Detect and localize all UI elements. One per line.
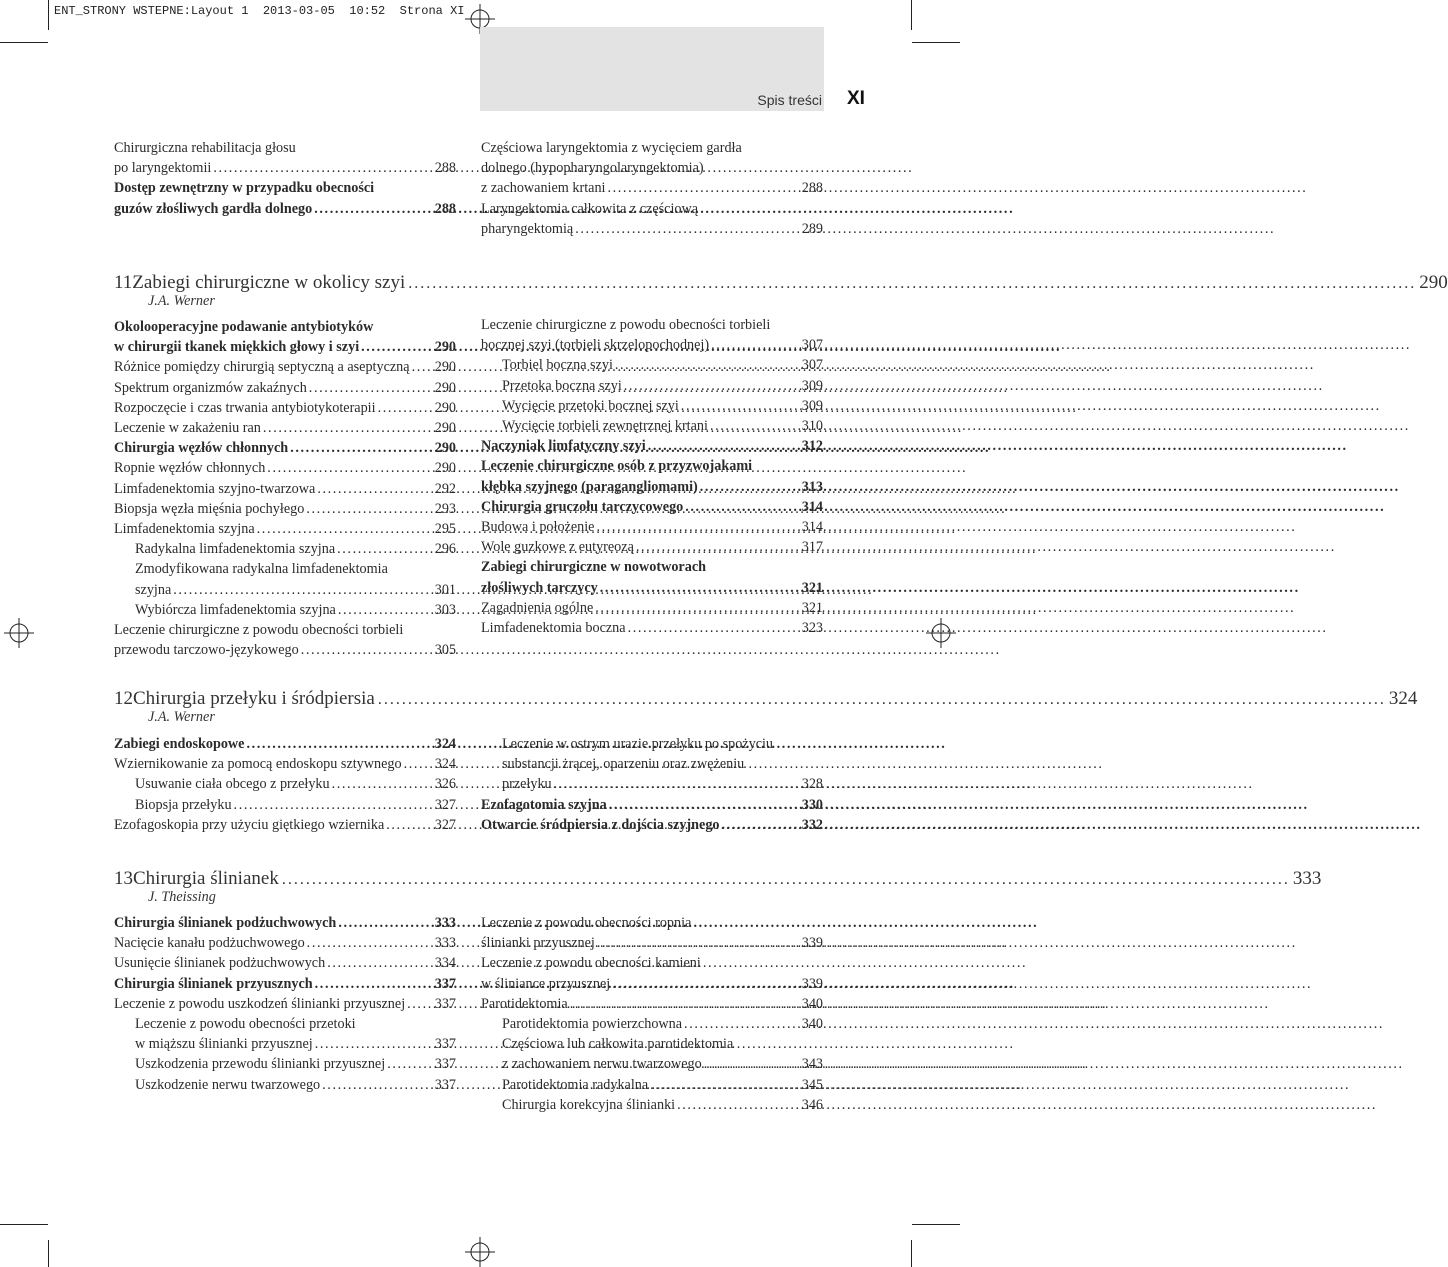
- toc-entry-page: 337: [434, 975, 456, 992]
- toc-entry-page: 290: [434, 399, 456, 416]
- toc-entry-text: Limfadenektomia szyjna: [114, 521, 255, 538]
- leader-dots: [412, 357, 433, 377]
- crop-mark: [0, 1224, 48, 1225]
- toc-entry: [481, 933, 823, 953]
- leader-dots: [404, 754, 433, 774]
- leader-dots: [700, 477, 800, 497]
- leader-dots: [282, 871, 1290, 889]
- chapter-title: Zabiegi chirurgiczne w okolicy szyi: [132, 272, 406, 293]
- leader-dots: [575, 219, 800, 239]
- toc-entry-text: Chirurgia ślinianek przyusznych: [114, 975, 313, 992]
- toc-entry: [114, 357, 456, 377]
- toc-entry-page: 312: [801, 438, 823, 455]
- toc-entry-text: bocznej szyi (torbieli skrzelopochodnej): [481, 337, 710, 354]
- toc-entry-page: 290: [434, 440, 456, 457]
- toc-entry-page: 324: [434, 756, 456, 773]
- toc-entry: [481, 774, 823, 794]
- toc-entry-text: dolnego (hypopharyngolaryngektomia): [481, 160, 704, 177]
- toc-entry-page: 323: [801, 620, 823, 637]
- toc-entry-text: z zachowaniem krtani: [481, 180, 606, 197]
- leader-dots: [317, 479, 432, 499]
- toc-entry-text: w śliniance przyusznej: [481, 975, 611, 992]
- toc-entry: [481, 1034, 823, 1054]
- toc-entry: [481, 517, 823, 537]
- leader-dots: [597, 933, 800, 953]
- toc-entry: [481, 618, 823, 638]
- crop-mark: [48, 0, 49, 30]
- leader-dots: [600, 578, 800, 598]
- toc-entry: [114, 438, 456, 458]
- toc-entry-text: Rozpoczęcie i czas trwania antybiotykoterapii: [114, 399, 376, 416]
- toc-entry-text: Biopsja przełyku: [135, 796, 232, 813]
- leader-dots: [650, 1075, 800, 1095]
- toc-entry: [114, 519, 456, 539]
- toc-entry-text: kłębka szyjnego (paragangliomami): [481, 478, 698, 495]
- crop-mark: [911, 0, 912, 30]
- toc-entry: [114, 815, 456, 835]
- toc-entry-text: Przetoka boczna szyi: [502, 377, 622, 394]
- toc-entry-text: Parotidektomia powierzchowna: [502, 1016, 683, 1033]
- toc-entry-page: 290: [434, 339, 456, 356]
- toc-entry-text: w chirurgii tkanek miękkich głowy i szyi: [114, 339, 360, 356]
- toc-entry-text: Chirurgia korekcyjna ślinianki: [502, 1096, 676, 1113]
- toc-entry-page: 288: [434, 160, 456, 177]
- toc-entry-text: Uszkodzenia przewodu ślinianki przyusznej: [135, 1056, 386, 1073]
- toc-entry-page: 301: [434, 581, 456, 598]
- toc-entry-text: Nacięcie kanału podżuchwowego: [114, 935, 305, 952]
- toc-entry: [481, 456, 823, 476]
- toc-column-right: [481, 913, 823, 1115]
- leader-dots: [378, 398, 433, 418]
- toc-entry-text: Usuwanie ciała obcego z przełyku: [135, 776, 330, 793]
- toc-entry-page: 321: [801, 579, 823, 596]
- toc-entry-page: 296: [434, 541, 456, 558]
- toc-entry-page: 340: [801, 1016, 823, 1033]
- leader-dots: [609, 795, 800, 815]
- toc-column-left: [114, 138, 456, 219]
- leader-dots: [615, 355, 800, 375]
- registration-mark-icon: [4, 618, 34, 648]
- toc-entry: [114, 1075, 456, 1095]
- toc-entry: [481, 537, 823, 557]
- toc-entry-page: 293: [434, 500, 456, 517]
- toc-entry: [114, 418, 456, 438]
- toc-entry: [114, 378, 456, 398]
- toc-entry-text: Zabiegi endoskopowe: [114, 736, 245, 752]
- toc-entry-text: Torbiel boczna szyi: [502, 357, 613, 374]
- toc-entry: [114, 337, 456, 357]
- leader-dots: [722, 815, 800, 835]
- toc-entry-text: Dostęp zewnętrzny w przypadku obecności: [114, 180, 375, 197]
- toc-entry-text: Chirurgia węzłów chłonnych: [114, 440, 289, 457]
- toc-entry-page: 334: [434, 955, 456, 972]
- page-number: XI: [847, 88, 865, 109]
- leader-dots: [338, 913, 432, 933]
- toc-column-right: [481, 734, 823, 835]
- toc-entry: [481, 913, 823, 933]
- toc-column-left: [114, 913, 456, 1095]
- toc-entry: [114, 953, 456, 973]
- toc-entry-text: Leczenie z powodu obecności kamieni: [481, 955, 701, 972]
- leader-dots: [711, 335, 800, 355]
- toc-entry-text: Ezofagotomia szyjna: [481, 796, 607, 813]
- toc-entry: [481, 1014, 823, 1034]
- toc-entry-page: 332: [801, 816, 823, 833]
- toc-entry-text: szyjna: [135, 581, 172, 598]
- toc-entry-text: Wycięcie torbieli zewnętrznej krtani: [502, 418, 708, 435]
- leader-dots: [407, 994, 433, 1014]
- chapter-heading: [114, 272, 1448, 294]
- toc-entry-text: z zachowaniem nerwu twarzowego: [502, 1056, 702, 1073]
- leader-dots: [677, 1095, 800, 1115]
- toc-entry-text: Limfadenektomia szyjno-twarzowa: [114, 480, 316, 497]
- toc-entry-text: Leczenie w ostrym urazie przełyku po spożyciu: [502, 736, 774, 752]
- toc-entry-page: 326: [434, 776, 456, 793]
- toc-entry: [481, 138, 823, 158]
- toc-entry-text: Wybiórcza limfadenektomia szyjna: [135, 601, 336, 618]
- toc-entry: [114, 1054, 456, 1074]
- toc-entry-text: Laryngektomia całkowita z częściową: [481, 200, 699, 217]
- toc-entry-page: 309: [801, 377, 823, 394]
- toc-entry-text: Różnice pomiędzy chirurgią septyczną a aseptyczną: [114, 359, 410, 376]
- toc-entry-text: Parotidektomia: [481, 995, 568, 1012]
- toc-entry-page: 337: [434, 1036, 456, 1053]
- toc-entry-page: 337: [434, 1056, 456, 1073]
- leader-dots: [315, 1034, 433, 1054]
- toc-entry-page: 345: [801, 1076, 823, 1093]
- leader-dots: [234, 795, 433, 815]
- toc-entry-page: 290: [434, 460, 456, 477]
- leader-dots: [257, 519, 433, 539]
- leader-dots: [648, 436, 800, 456]
- toc-entry-page: 309: [801, 397, 823, 414]
- chapter-heading: [114, 868, 1322, 890]
- toc-entry-text: Chirurgia gruczołu tarczycowego: [481, 498, 684, 515]
- toc-entry-page: 317: [801, 539, 823, 556]
- leader-dots: [554, 774, 800, 794]
- chapter-author: J.A. Werner: [148, 293, 215, 309]
- toc-entry-text: Zabiegi chirurgiczne w nowotworach: [481, 559, 707, 576]
- toc-entry: [481, 436, 823, 456]
- toc-entry-text: Leczenie chirurgiczne z powodu obecności torbieli: [481, 317, 771, 333]
- toc-entry-text: Parotidektomia radykalna: [502, 1076, 649, 1093]
- chapter-author: J. Theissing: [148, 889, 216, 905]
- toc-entry-text: Naczyniak limfatyczny szyi: [481, 438, 646, 455]
- toc-entry-text: przełyku: [502, 776, 552, 793]
- crop-mark: [911, 1240, 912, 1267]
- toc-entry-text: Usunięcie ślinianek podżuchwowych: [114, 955, 326, 972]
- toc-entry-text: Chirurgia ślinianek podżuchwowych: [114, 915, 337, 931]
- toc-entry: [114, 734, 456, 754]
- toc-entry-page: 288: [434, 200, 456, 217]
- toc-entry-page: 327: [434, 796, 456, 813]
- leader-dots: [301, 640, 433, 660]
- crop-mark: [48, 1240, 49, 1267]
- toc-entry: [114, 795, 456, 815]
- toc-entry-page: 290: [434, 379, 456, 396]
- toc-entry-page: 339: [801, 975, 823, 992]
- leader-dots: [624, 376, 800, 396]
- leader-dots: [309, 378, 433, 398]
- leader-dots: [596, 517, 799, 537]
- section-title: Spis treści: [757, 92, 822, 108]
- toc-entry: [114, 138, 456, 158]
- leader-dots: [338, 600, 433, 620]
- toc-entry: [114, 458, 456, 478]
- toc-entry-page: 340: [801, 995, 823, 1012]
- toc-entry-text: Wycięcie przetoki bocznej szyi: [502, 397, 679, 414]
- toc-entry-text: Biopsja węzła mięśnia pochyłego: [114, 500, 305, 517]
- toc-entry: [114, 199, 456, 219]
- toc-entry: [114, 1034, 456, 1054]
- registration-mark-icon: [465, 1237, 495, 1267]
- leader-dots: [387, 1054, 433, 1074]
- toc-entry-text: Leczenie chirurgiczne z powodu obecności torbieli: [114, 622, 404, 639]
- toc-entry-text: Leczenie z powodu obecności ropnia: [481, 915, 692, 931]
- chapter-number: 11: [114, 272, 133, 293]
- toc-entry-text: Limfadenektomia boczna: [481, 620, 626, 637]
- toc-entry: [481, 598, 823, 618]
- toc-entry: [481, 953, 823, 973]
- chapter-author: J.A. Werner: [148, 709, 215, 725]
- leader-dots: [327, 953, 433, 973]
- toc-entry-text: Częściowa lub całkowita parotidektomia: [502, 1036, 734, 1053]
- slug-line: ENT_STRONY WSTEPNE:Layout 1 2013-03-05 10:52 Strona XI: [54, 4, 465, 18]
- toc-entry-page: 330: [801, 796, 823, 813]
- toc-entry: [114, 539, 456, 559]
- toc-entry-text: Okolooperacyjne podawanie antybiotyków: [114, 319, 374, 335]
- leader-dots: [595, 598, 799, 618]
- leader-dots: [246, 734, 432, 754]
- toc-entry: [481, 578, 823, 598]
- toc-entry: [481, 396, 823, 416]
- toc-entry-text: guzów złośliwych gardła dolnego: [114, 200, 313, 217]
- leader-dots: [612, 974, 800, 994]
- toc-entry: [114, 620, 456, 640]
- toc-entry-text: Wole guzkowe z eutyreozą: [481, 539, 634, 556]
- toc-entry-page: 290: [434, 359, 456, 376]
- toc-entry: [481, 497, 823, 517]
- toc-entry-page: 307: [801, 357, 823, 374]
- crop-mark: [0, 42, 48, 43]
- toc-entry-text: Leczenie z powodu obecności przetoki: [135, 1016, 356, 1033]
- leader-dots: [408, 275, 1416, 293]
- toc-entry: [114, 158, 456, 178]
- leader-dots: [378, 691, 1386, 709]
- leader-dots: [307, 933, 433, 953]
- toc-entry-text: ślinianki przyusznej: [481, 935, 595, 952]
- toc-entry-text: Spektrum organizmów zakaźnych: [114, 379, 307, 396]
- toc-entry: [481, 557, 823, 577]
- toc-entry: [114, 640, 456, 660]
- toc-entry: [481, 1075, 823, 1095]
- toc-entry-page: 343: [801, 1056, 823, 1073]
- toc-entry-page: 290: [434, 420, 456, 437]
- chapter-page: 333: [1292, 868, 1322, 889]
- chapter-title: Chirurgia przełyku i śródpiersia: [133, 688, 375, 709]
- toc-entry-page: 307: [801, 337, 823, 354]
- toc-entry: [481, 734, 823, 754]
- toc-entry: [114, 774, 456, 794]
- toc-entry-page: 314: [801, 519, 823, 536]
- toc-entry-text: pharyngektomią: [481, 220, 574, 237]
- toc-entry-text: Leczenie chirurgiczne osób z przyzwojakami: [481, 458, 753, 475]
- toc-entry-page: 313: [801, 478, 823, 495]
- leader-dots: [267, 458, 432, 478]
- toc-entry-text: Radykalna limfadenektomia szyjna: [135, 541, 336, 558]
- toc-entry-page: 328: [801, 776, 823, 793]
- leader-dots: [685, 497, 799, 517]
- chapter-heading: [114, 688, 1418, 710]
- leader-dots: [681, 396, 800, 416]
- chapter-number: 13: [114, 868, 133, 889]
- leader-dots: [332, 774, 433, 794]
- chapter-number: 12: [114, 688, 133, 709]
- toc-entry: [481, 178, 823, 198]
- leader-dots: [314, 199, 432, 219]
- toc-entry-page: 292: [434, 480, 456, 497]
- toc-entry-page: 337: [434, 995, 456, 1012]
- toc-entry-page: 339: [801, 935, 823, 952]
- toc-entry-text: w miąższu ślinianki przyusznej: [135, 1036, 313, 1053]
- toc-entry-page: 333: [434, 915, 456, 931]
- leader-dots: [684, 1014, 800, 1034]
- toc-entry-page: 327: [434, 816, 456, 833]
- leader-dots: [704, 1054, 800, 1074]
- toc-entry-page: 289: [801, 220, 823, 237]
- leader-dots: [636, 537, 800, 557]
- toc-entry: [481, 376, 823, 396]
- toc-entry-page: 305: [434, 642, 456, 659]
- toc-entry-page: 324: [434, 736, 456, 752]
- toc-entry: [481, 1095, 823, 1115]
- toc-entry: [481, 795, 823, 815]
- toc-entry: [481, 974, 823, 994]
- toc-entry-text: Budowa i położenie: [481, 519, 595, 536]
- toc-entry: [481, 199, 823, 219]
- toc-entry-text: Leczenie w zakażeniu ran: [114, 420, 261, 437]
- toc-column-right: [481, 138, 823, 239]
- toc-entry-text: Uszkodzenie nerwu twarzowego: [135, 1076, 321, 1093]
- crop-mark: [912, 1224, 960, 1225]
- toc-entry: [114, 600, 456, 620]
- leader-dots: [315, 974, 433, 994]
- leader-dots: [173, 580, 432, 600]
- toc-entry: [114, 178, 456, 198]
- toc-entry-text: Ropnie węzłów chłonnych: [114, 460, 266, 477]
- toc-entry-page: 337: [434, 1076, 456, 1093]
- toc-entry: [114, 913, 456, 933]
- toc-entry: [114, 933, 456, 953]
- leader-dots: [607, 178, 799, 198]
- chapter-page: 290: [1419, 272, 1448, 293]
- toc-entry-text: Zagadnienia ogólne: [481, 599, 594, 616]
- toc-entry-text: substancji żrącej, oparzeniu oraz zwężeniu: [502, 756, 745, 773]
- toc-entry-text: przewodu tarczowo-językowego: [114, 642, 299, 659]
- toc-entry: [481, 355, 823, 375]
- toc-entry-page: 295: [434, 521, 456, 538]
- toc-entry: [481, 477, 823, 497]
- toc-entry-text: Leczenie z powodu uszkodzeń ślinianki przyusznej: [114, 995, 406, 1012]
- toc-entry: [481, 754, 823, 774]
- toc-entry-page: 346: [801, 1096, 823, 1113]
- toc-entry: [481, 1054, 823, 1074]
- toc-entry: [114, 398, 456, 418]
- leader-dots: [386, 815, 432, 835]
- toc-entry: [114, 317, 456, 337]
- toc-entry-page: 314: [801, 498, 823, 515]
- toc-entry: [481, 219, 823, 239]
- toc-entry: [481, 815, 823, 835]
- toc-entry: [481, 158, 823, 178]
- toc-entry: [114, 499, 456, 519]
- toc-entry-text: Częściowa laryngektomia z wycięciem gardła: [481, 140, 742, 156]
- leader-dots: [322, 1075, 433, 1095]
- leader-dots: [263, 418, 433, 438]
- toc-entry: [114, 479, 456, 499]
- leader-dots: [628, 618, 800, 638]
- toc-entry-text: po laryngektomii: [114, 160, 212, 177]
- toc-column-left: [114, 317, 456, 660]
- toc-entry-text: Otwarcie śródpiersia z dojścia szyjnego: [481, 816, 720, 833]
- chapter-title: Chirurgia ślinianek: [133, 868, 279, 889]
- toc-entry-page: 310: [801, 418, 823, 435]
- toc-column-right: [481, 315, 823, 638]
- toc-entry-page: 303: [434, 601, 456, 618]
- toc-entry: [114, 580, 456, 600]
- toc-entry: [114, 754, 456, 774]
- toc-entry: [114, 974, 456, 994]
- toc-entry: [114, 559, 456, 579]
- leader-dots: [570, 994, 800, 1014]
- toc-entry: [114, 994, 456, 1014]
- toc-entry-text: złośliwych tarczycy: [481, 579, 598, 596]
- toc-entry-page: 333: [434, 935, 456, 952]
- chapter-page: 324: [1388, 688, 1418, 709]
- leader-dots: [290, 438, 433, 458]
- toc-column-left: [114, 734, 456, 835]
- toc-entry-text: Chirurgiczna rehabilitacja głosu: [114, 140, 296, 156]
- toc-entry-page: 288: [801, 180, 823, 197]
- toc-entry: [481, 416, 823, 436]
- toc-entry: [481, 335, 823, 355]
- toc-entry-text: Ezofagoskopia przy użyciu giętkiego wziernika: [114, 816, 385, 833]
- leader-dots: [213, 158, 432, 178]
- toc-entry: [481, 315, 823, 335]
- toc-entry-text: Zmodyfikowana radykalna limfadenektomia: [135, 561, 388, 578]
- leader-dots: [306, 499, 432, 519]
- toc-entry-text: Wziernikowanie za pomocą endoskopu sztywnego: [114, 756, 402, 773]
- leader-dots: [361, 337, 433, 357]
- crop-mark: [912, 42, 960, 43]
- leader-dots: [337, 539, 433, 559]
- toc-entry: [114, 1014, 456, 1034]
- toc-entry-page: 321: [801, 599, 823, 616]
- leader-dots: [710, 416, 800, 436]
- toc-entry: [481, 994, 823, 1014]
